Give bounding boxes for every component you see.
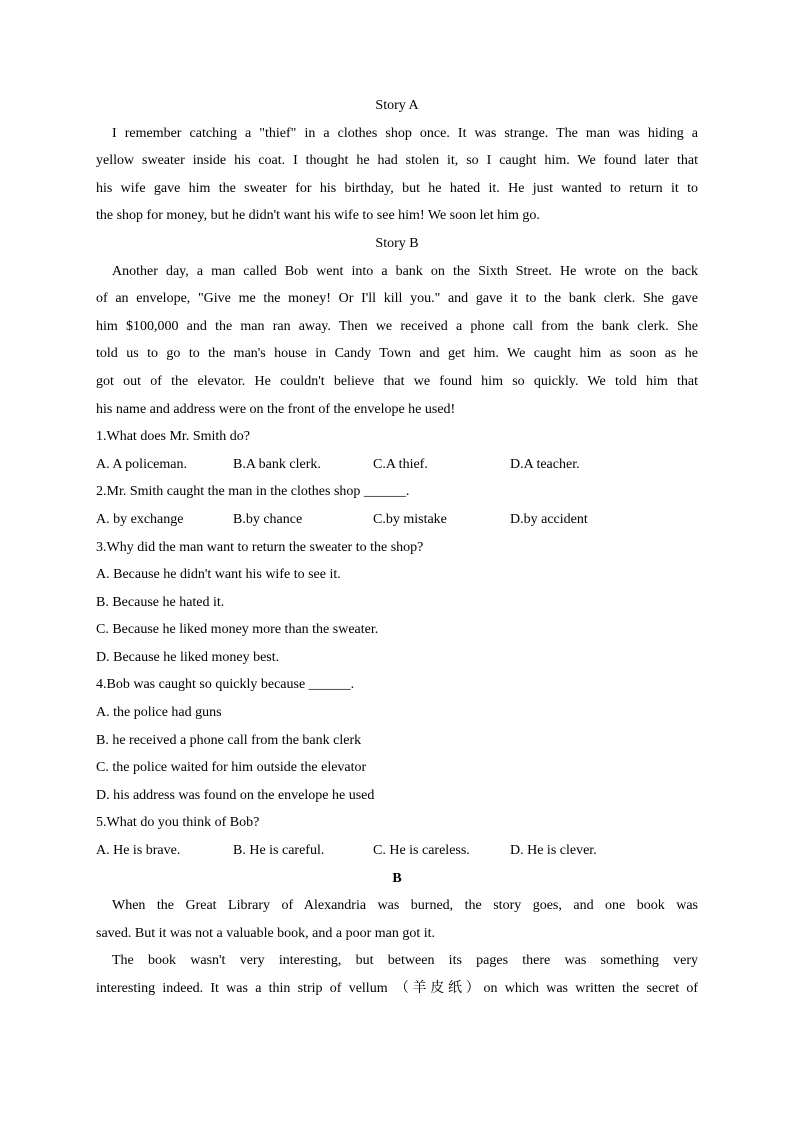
story-a-line: his wife gave him the sweater for his birthday, but he hated it. He just wanted to return it to xyxy=(96,180,698,196)
option-c: C. the police waited for him outside the elevator xyxy=(96,760,367,776)
question-1: 1.What does Mr. Smith do? xyxy=(96,429,250,445)
option-b: B. He is careful. xyxy=(233,843,325,859)
question-4: 4.Bob was caught so quickly because ______. xyxy=(96,677,355,693)
option-a: A. A policeman. xyxy=(96,456,187,472)
story-b-line: Another day, a man called Bob went into a bank on the Sixth Street. He wrote on the back xyxy=(112,263,698,279)
story-b-line: his name and address were on the front of the envelope he used! xyxy=(96,401,456,417)
option-d: D. Because he liked money best. xyxy=(96,649,280,665)
question-3: 3.Why did the man want to return the sweater to the shop? xyxy=(96,539,424,555)
question-2: 2.Mr. Smith caught the man in the clothes shop ______. xyxy=(96,484,410,500)
option-d: D.A teacher. xyxy=(510,456,580,472)
story-a-line: I remember catching a "thief" in a clothes shop once. It was strange. The man was hiding a xyxy=(112,125,698,141)
story-a-line: the shop for money, but he didn't want his wife to see him! We soon let him go. xyxy=(96,208,540,224)
option-b: B. he received a phone call from the bank clerk xyxy=(96,732,362,748)
story-b-line: him $100,000 and the man ran away. Then we received a phone call from the bank clerk. She xyxy=(96,318,698,334)
section-b-line: saved. But it was not a valuable book, and a poor man got it. xyxy=(96,925,436,941)
section-b-line: The book wasn't very interesting, but between its pages there was something very xyxy=(112,953,698,969)
option-b: B.A bank clerk. xyxy=(233,456,321,472)
option-b: B.by chance xyxy=(233,511,303,527)
document-content xyxy=(96,92,698,1003)
option-a: A. He is brave. xyxy=(96,843,181,859)
section-b-line: When the Great Library of Alexandria was burned, the story goes, and one book was xyxy=(112,898,698,914)
option-c: C. Because he liked money more than the sweater. xyxy=(96,622,379,638)
option-a: A. by exchange xyxy=(96,511,184,527)
question-5: 5.What do you think of Bob? xyxy=(96,815,260,831)
section-b-heading: B xyxy=(392,870,402,886)
section-b-line: interesting indeed. It was a thin strip of vellum （羊皮纸）on which was written the secret of xyxy=(96,981,698,996)
story-b-line: got out of the elevator. He couldn't believe that we found him so quickly. We told him that xyxy=(96,373,698,389)
option-d: D. He is clever. xyxy=(510,843,597,859)
question-5-options xyxy=(96,837,698,865)
question-2-options xyxy=(96,506,698,534)
question-1-options xyxy=(96,451,698,479)
story-b-line: of an envelope, "Give me the money! Or I'll kill you." and gave it to the bank clerk. She gave xyxy=(96,291,698,307)
option-d: D. his address was found on the envelope he used xyxy=(96,787,375,803)
option-b: B. Because he hated it. xyxy=(96,594,225,610)
option-c: C. He is careless. xyxy=(373,843,470,859)
story-a-title: Story A xyxy=(375,98,419,113)
option-c: C.A thief. xyxy=(373,456,428,472)
option-c: C.by mistake xyxy=(373,511,447,527)
option-d: D.by accident xyxy=(510,511,588,527)
option-a: A. the police had guns xyxy=(96,705,222,721)
story-b-line: told us to go to the man's house in Candy Town and get him. We caught him as soon as he xyxy=(96,346,698,362)
option-a: A. Because he didn't want his wife to see it. xyxy=(96,567,341,583)
story-a-line: yellow sweater inside his coat. I thought he had stolen it, so I caught him. We found later that xyxy=(96,153,698,169)
story-b-title: Story B xyxy=(375,235,419,251)
